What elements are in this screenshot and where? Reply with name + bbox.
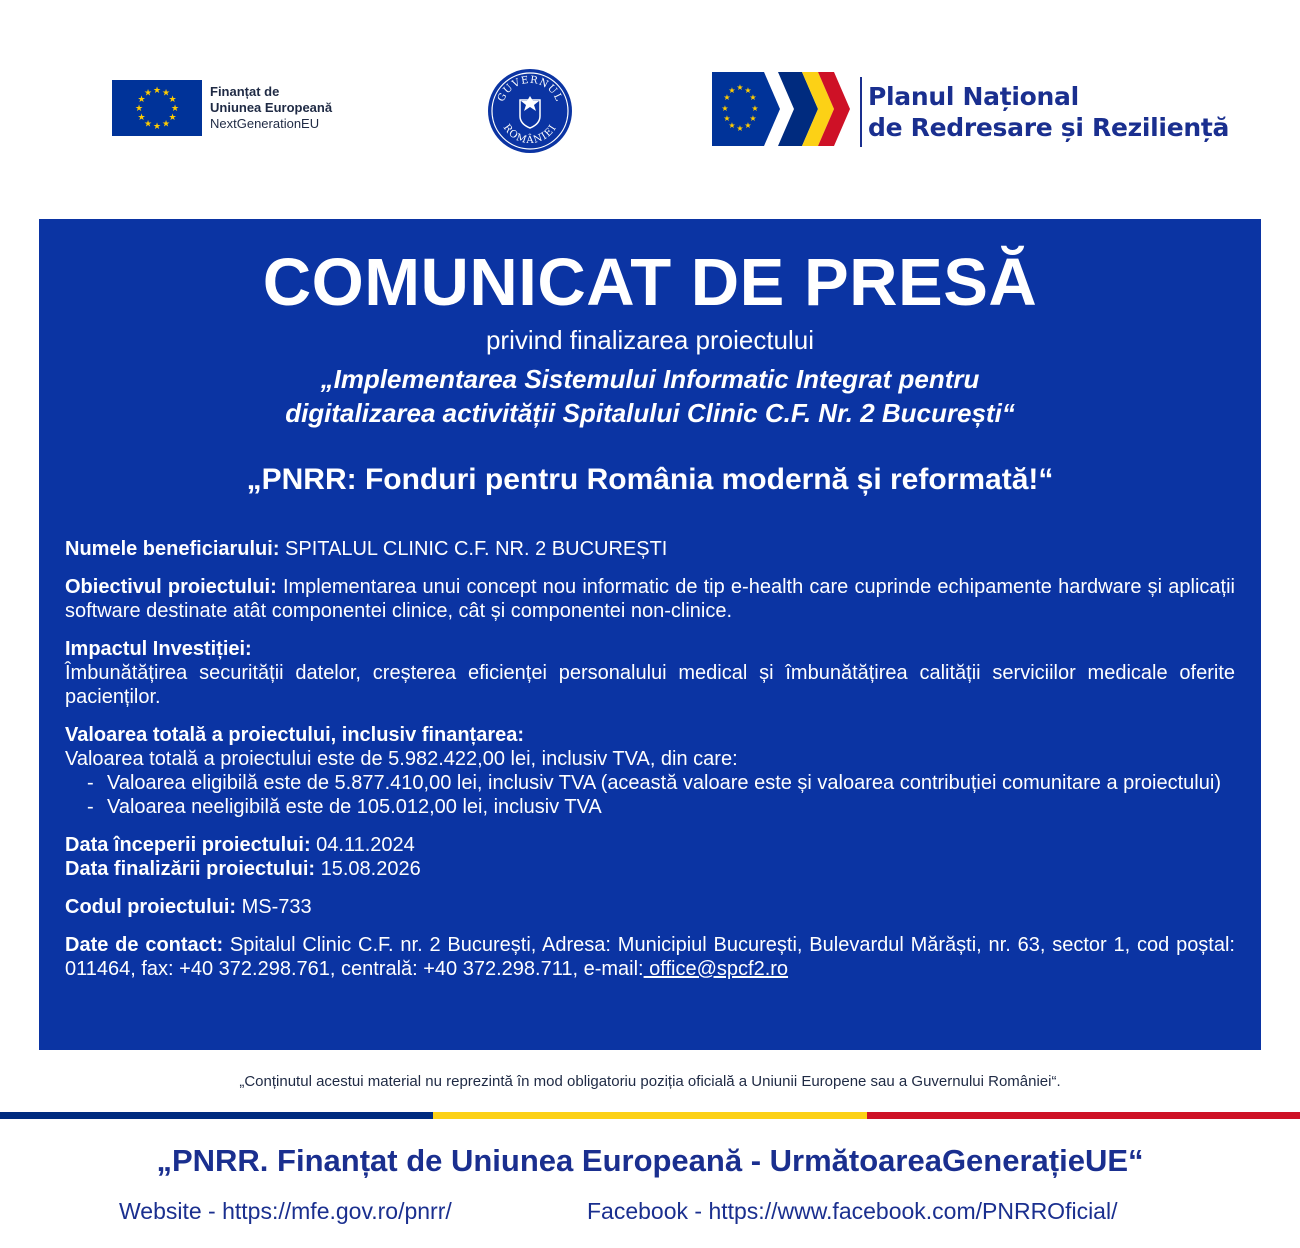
project-name-line1: „Implementarea Sistemului Informatic Integrat pentru bbox=[320, 364, 980, 394]
svg-text:★: ★ bbox=[723, 114, 731, 123]
contact-value: Spitalul Clinic C.F. nr. 2 București, Adresa: Municipiul București, Bulevardul Mărăști, nr. 63, sector 1, cod poștal: 011464, fax: +40 372.298.761, centrală: +40 372.298.711, e-mail: bbox=[65, 934, 1235, 980]
project-name bbox=[39, 362, 1261, 430]
svg-text:★: ★ bbox=[137, 113, 146, 123]
beneficiary-row bbox=[65, 537, 1235, 561]
slogan: „PNRR: Fonduri pentru România modernă și reformată!“ bbox=[246, 463, 1054, 496]
objective-label: Obiectivul proiectului: bbox=[65, 576, 277, 598]
pnrr-logo-line2: de Redresare și Reziliență bbox=[868, 112, 1230, 142]
svg-text:★: ★ bbox=[161, 88, 171, 99]
svg-text:★: ★ bbox=[744, 86, 752, 95]
svg-text:★: ★ bbox=[749, 93, 757, 102]
svg-text:★: ★ bbox=[751, 104, 759, 113]
contact-label: Date de contact: bbox=[65, 934, 224, 956]
svg-text:★: ★ bbox=[736, 124, 744, 133]
svg-text:★: ★ bbox=[152, 86, 162, 96]
pnrr-flags-icon bbox=[712, 72, 852, 151]
svg-text:★: ★ bbox=[137, 95, 146, 105]
romanian-government-seal bbox=[487, 68, 573, 154]
beneficiary-value: SPITALUL CLINIC C.F. NR. 2 BUCUREȘTI bbox=[279, 538, 668, 560]
objective-value: Implementarea unui concept nou informatic de tip e-health care cuprinde echipamente hardware și aplicații software destinate atât componentei clinice, cât și componentei non-clinice. bbox=[65, 576, 1235, 622]
svg-text:★: ★ bbox=[152, 122, 162, 132]
value-label: Valoarea totală a proiectului, inclusiv finanțarea: bbox=[65, 724, 525, 746]
seal-bottom-text: ROMÂNIEI bbox=[500, 122, 560, 147]
svg-text:★: ★ bbox=[168, 95, 177, 105]
pnrr-logo-line1: Planul Național bbox=[868, 81, 1079, 111]
eu-funding-logo bbox=[112, 80, 332, 136]
svg-text:★: ★ bbox=[134, 104, 144, 114]
start-date-label: Data începerii proiectului: bbox=[65, 834, 311, 856]
eu-logo-line2: Uniunea Europeană bbox=[210, 100, 333, 115]
svg-text:★: ★ bbox=[744, 121, 752, 130]
stripe-blue bbox=[0, 1112, 433, 1119]
press-release-box bbox=[39, 219, 1261, 1050]
stripe-red bbox=[867, 1112, 1300, 1119]
impact-value: Îmbunătățirea securității datelor, creșterea eficienței personalului medical și îmbunătățirea calității serviciilor medicale oferite pacienților. bbox=[65, 662, 1235, 708]
dates-row bbox=[65, 833, 1235, 881]
project-name-line2: digitalizarea activității Spitalului Clinic C.F. Nr. 2 București“ bbox=[285, 398, 1015, 428]
beneficiary-label: Numele beneficiarului: bbox=[65, 538, 280, 560]
svg-text:★: ★ bbox=[170, 104, 180, 114]
start-date-value: 04.11.2024 bbox=[310, 834, 415, 856]
page-title: COMUNICAT DE PRESĂ bbox=[262, 245, 1038, 320]
value-row bbox=[65, 723, 1235, 819]
header-logos bbox=[0, 0, 1300, 200]
disclaimer: „Conținutul acestui material nu reprezintă în mod obligatoriu poziția oficială a Uniunii Europene sau a Guvernului României“. bbox=[239, 1073, 1061, 1090]
email-link[interactable]: office@spcf2.ro bbox=[643, 958, 789, 980]
eu-logo-line3: NextGenerationEU bbox=[210, 116, 320, 131]
impact-row bbox=[65, 637, 1235, 709]
svg-text:★: ★ bbox=[728, 86, 736, 95]
pnrr-divider bbox=[860, 77, 862, 147]
eu-flag-icon bbox=[112, 80, 202, 136]
stripe-yellow bbox=[433, 1112, 867, 1119]
project-details bbox=[65, 537, 1235, 995]
pnrr-logo bbox=[712, 72, 1229, 151]
subtitle: privind finalizarea proiectului bbox=[485, 325, 815, 355]
code-value: MS-733 bbox=[236, 896, 312, 918]
list-item: - Valoarea eligibilă este de 5.877.410,00 lei, inclusiv TVA (această valoare este și valoarea contribuției comunitare a proiectului) bbox=[87, 771, 1235, 795]
contact-row bbox=[65, 933, 1235, 981]
website-link[interactable]: Website - https://mfe.gov.ro/pnrr/ bbox=[119, 1198, 452, 1224]
eu-logo-line1: Finanțat de bbox=[210, 84, 280, 99]
objective-row bbox=[65, 575, 1235, 623]
svg-text:★: ★ bbox=[749, 114, 757, 123]
list-item: - Valoarea neeligibilă este de 105.012,00 lei, inclusiv TVA bbox=[87, 795, 1235, 819]
svg-text:★: ★ bbox=[728, 121, 736, 130]
footer-title: „PNRR. Finanțat de Uniunea Europeană - UrmătoareaGenerațieUE“ bbox=[156, 1143, 1144, 1178]
svg-text:★: ★ bbox=[143, 88, 153, 99]
seal-top-text: GUVERNUL bbox=[495, 74, 565, 104]
svg-text:★: ★ bbox=[168, 113, 177, 123]
code-row bbox=[65, 895, 1235, 919]
code-label: Codul proiectului: bbox=[65, 896, 237, 918]
svg-text:★: ★ bbox=[736, 83, 744, 92]
svg-text:★: ★ bbox=[723, 93, 731, 102]
svg-text:★: ★ bbox=[161, 119, 171, 130]
value-total: Valoarea totală a proiectului este de 5.982.422,00 lei, inclusiv TVA, din care: bbox=[65, 748, 738, 770]
end-date-label: Data finalizării proiectului: bbox=[65, 858, 316, 880]
facebook-link[interactable]: Facebook - https://www.facebook.com/PNRROficial/ bbox=[587, 1198, 1118, 1224]
end-date-value: 15.08.2026 bbox=[315, 858, 421, 880]
impact-label: Impactul Investiției: bbox=[65, 638, 252, 660]
svg-text:★: ★ bbox=[143, 119, 153, 130]
value-breakdown-list bbox=[65, 771, 1235, 819]
svg-text:★: ★ bbox=[721, 104, 729, 113]
